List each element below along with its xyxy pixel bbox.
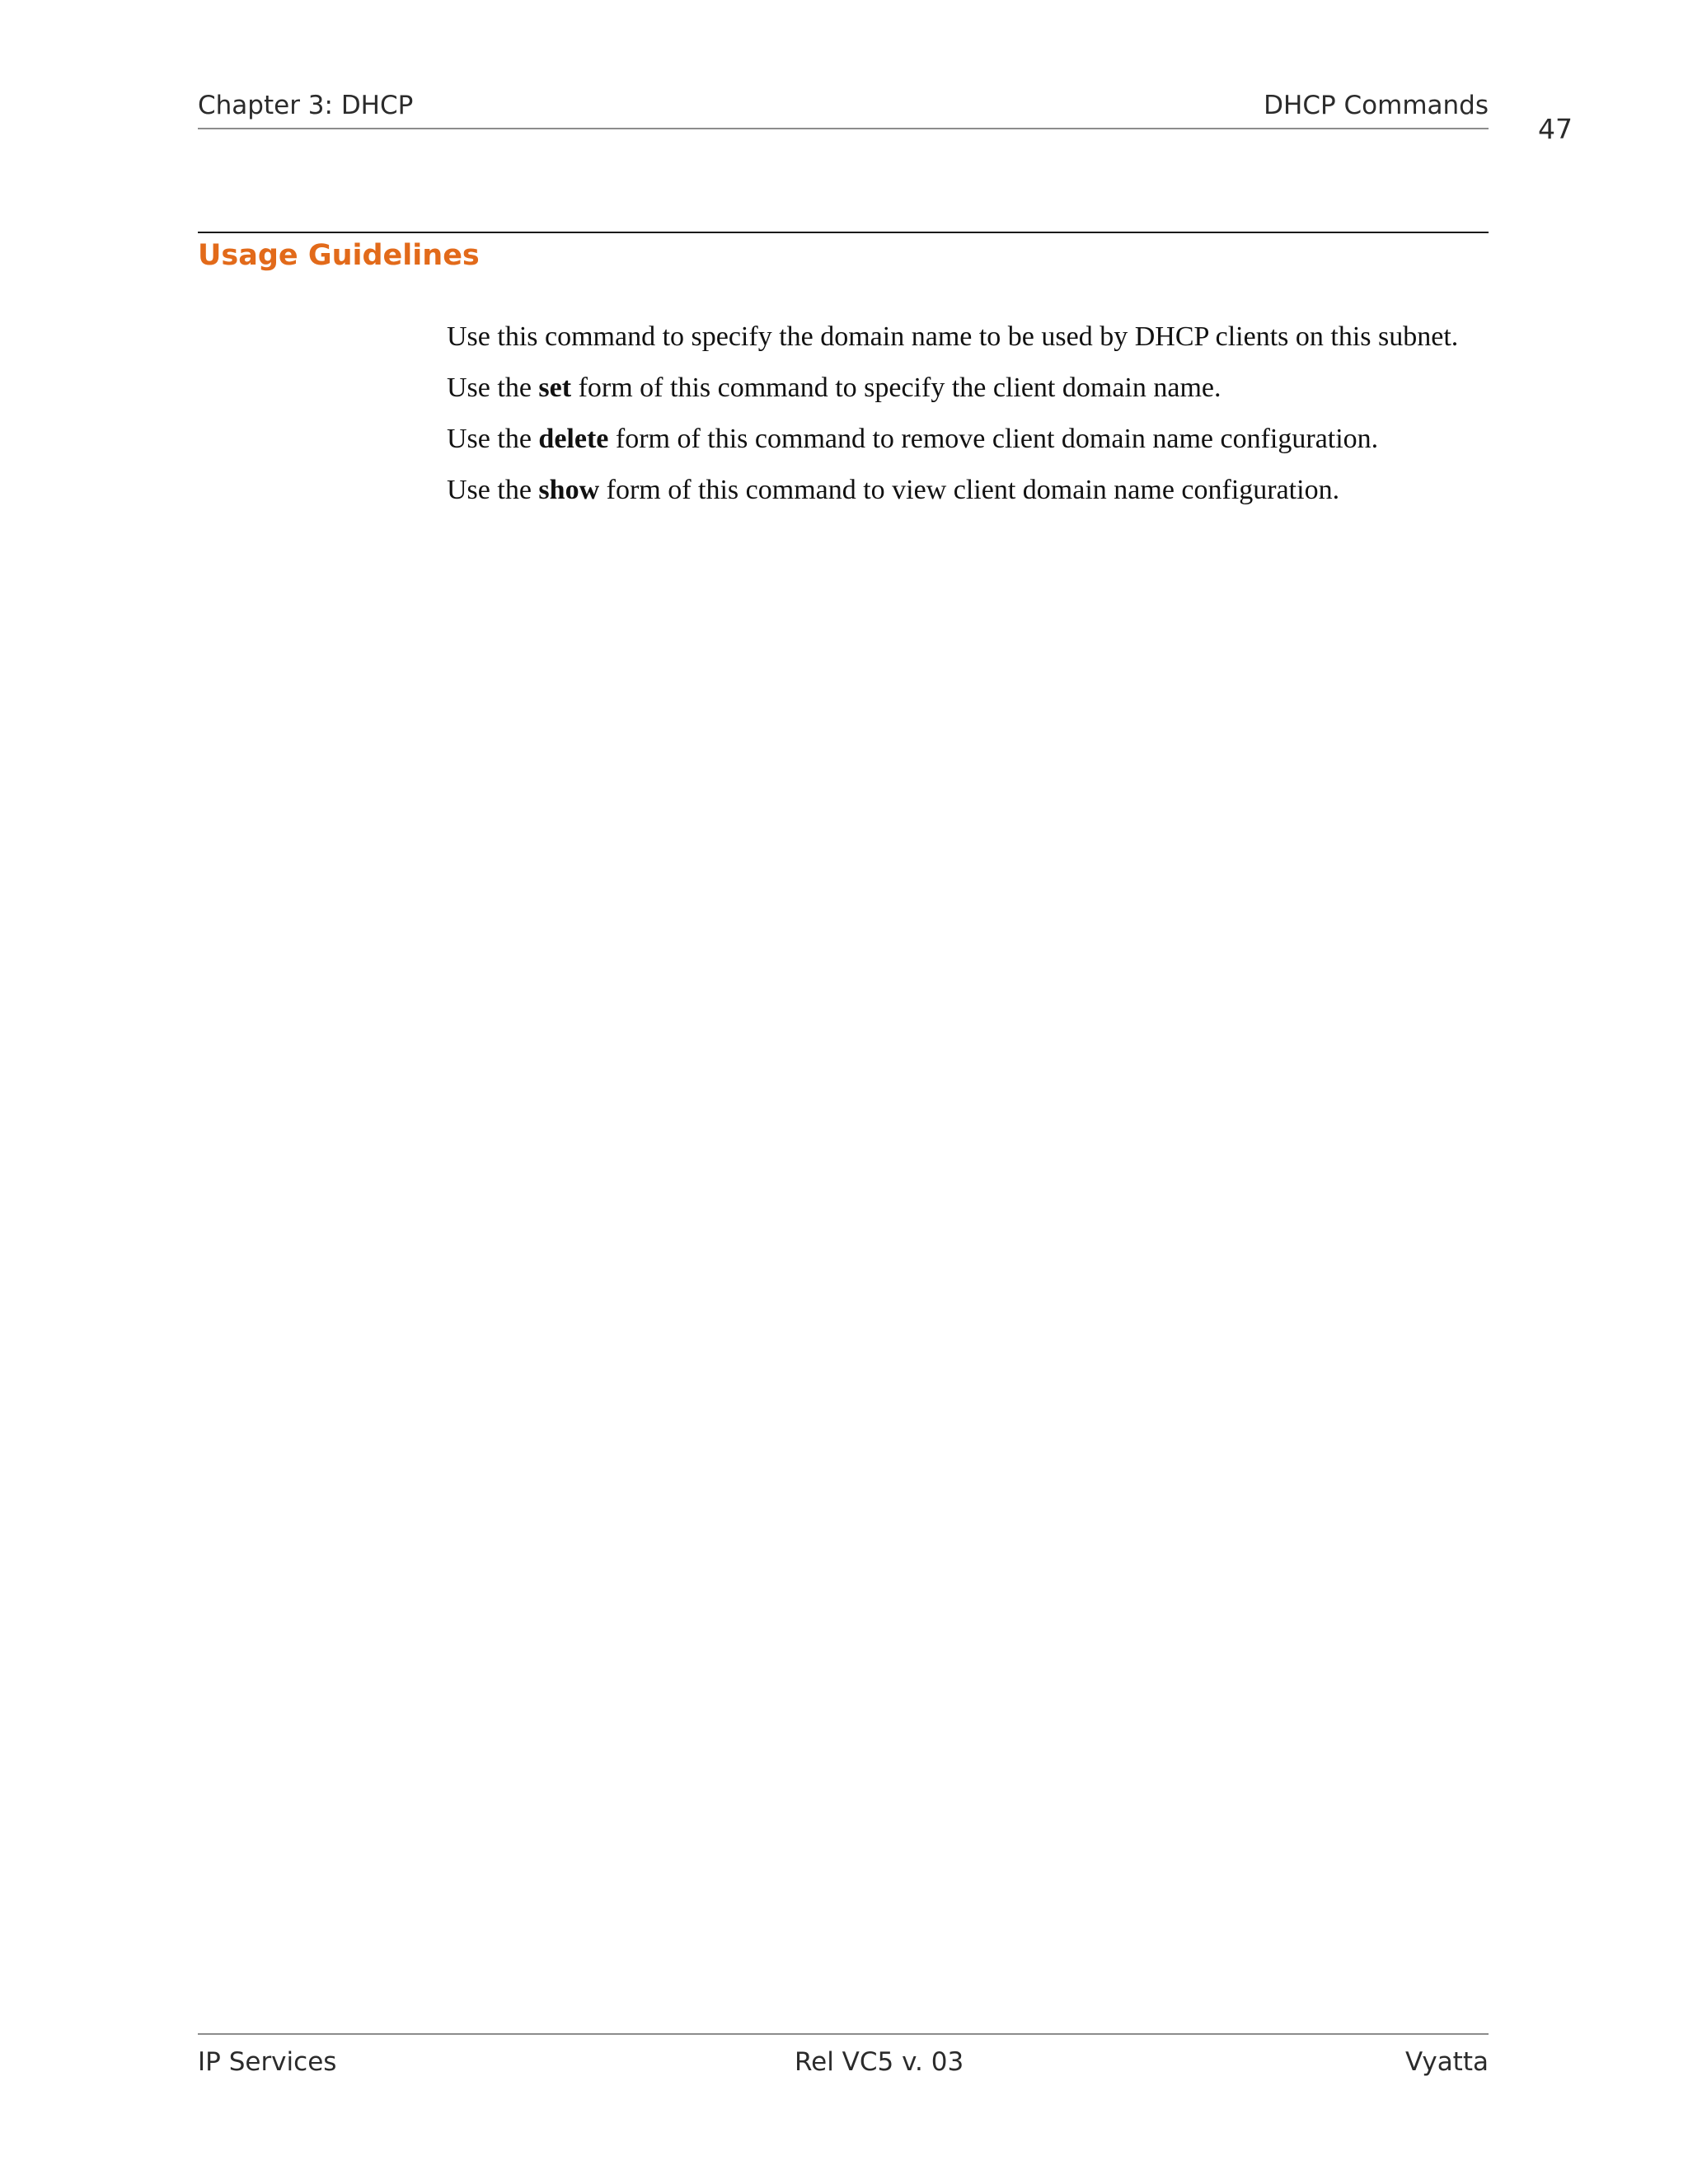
paragraph-suffix: form of this command to remove client domain name configuration. (608, 424, 1379, 454)
footer-document-title: IP Services (198, 2047, 337, 2077)
paragraph (447, 414, 1489, 465)
paragraph-prefix: Use the (447, 475, 539, 505)
section-divider (198, 232, 1489, 233)
paragraph-text: Use this command to specify the domain name to be used by DHCP clients on this subnet. (447, 321, 1459, 352)
usage-guidelines-body (447, 312, 1489, 516)
paragraph-prefix: Use the (447, 424, 539, 454)
chapter-title: Chapter 3: DHCP (198, 91, 414, 120)
command-keyword: show (538, 475, 600, 505)
paragraph (447, 465, 1489, 516)
command-keyword: set (538, 373, 572, 403)
running-section-title: DHCP Commands (1264, 91, 1489, 120)
footer-release: Rel VC5 v. 03 (795, 2047, 964, 2077)
paragraph-prefix: Use the (447, 373, 539, 403)
paragraph (447, 363, 1489, 414)
header-divider (198, 128, 1489, 129)
footer-company: Vyatta (1404, 2047, 1489, 2077)
footer-divider (198, 2033, 1489, 2035)
paragraph (447, 312, 1489, 363)
command-keyword: delete (538, 424, 609, 454)
section-heading: Usage Guidelines (198, 239, 480, 272)
page-number: 47 (1538, 113, 1573, 145)
paragraph-suffix: form of this command to view client domain name configuration. (599, 475, 1340, 505)
paragraph-suffix: form of this command to specify the client domain name. (571, 373, 1221, 403)
